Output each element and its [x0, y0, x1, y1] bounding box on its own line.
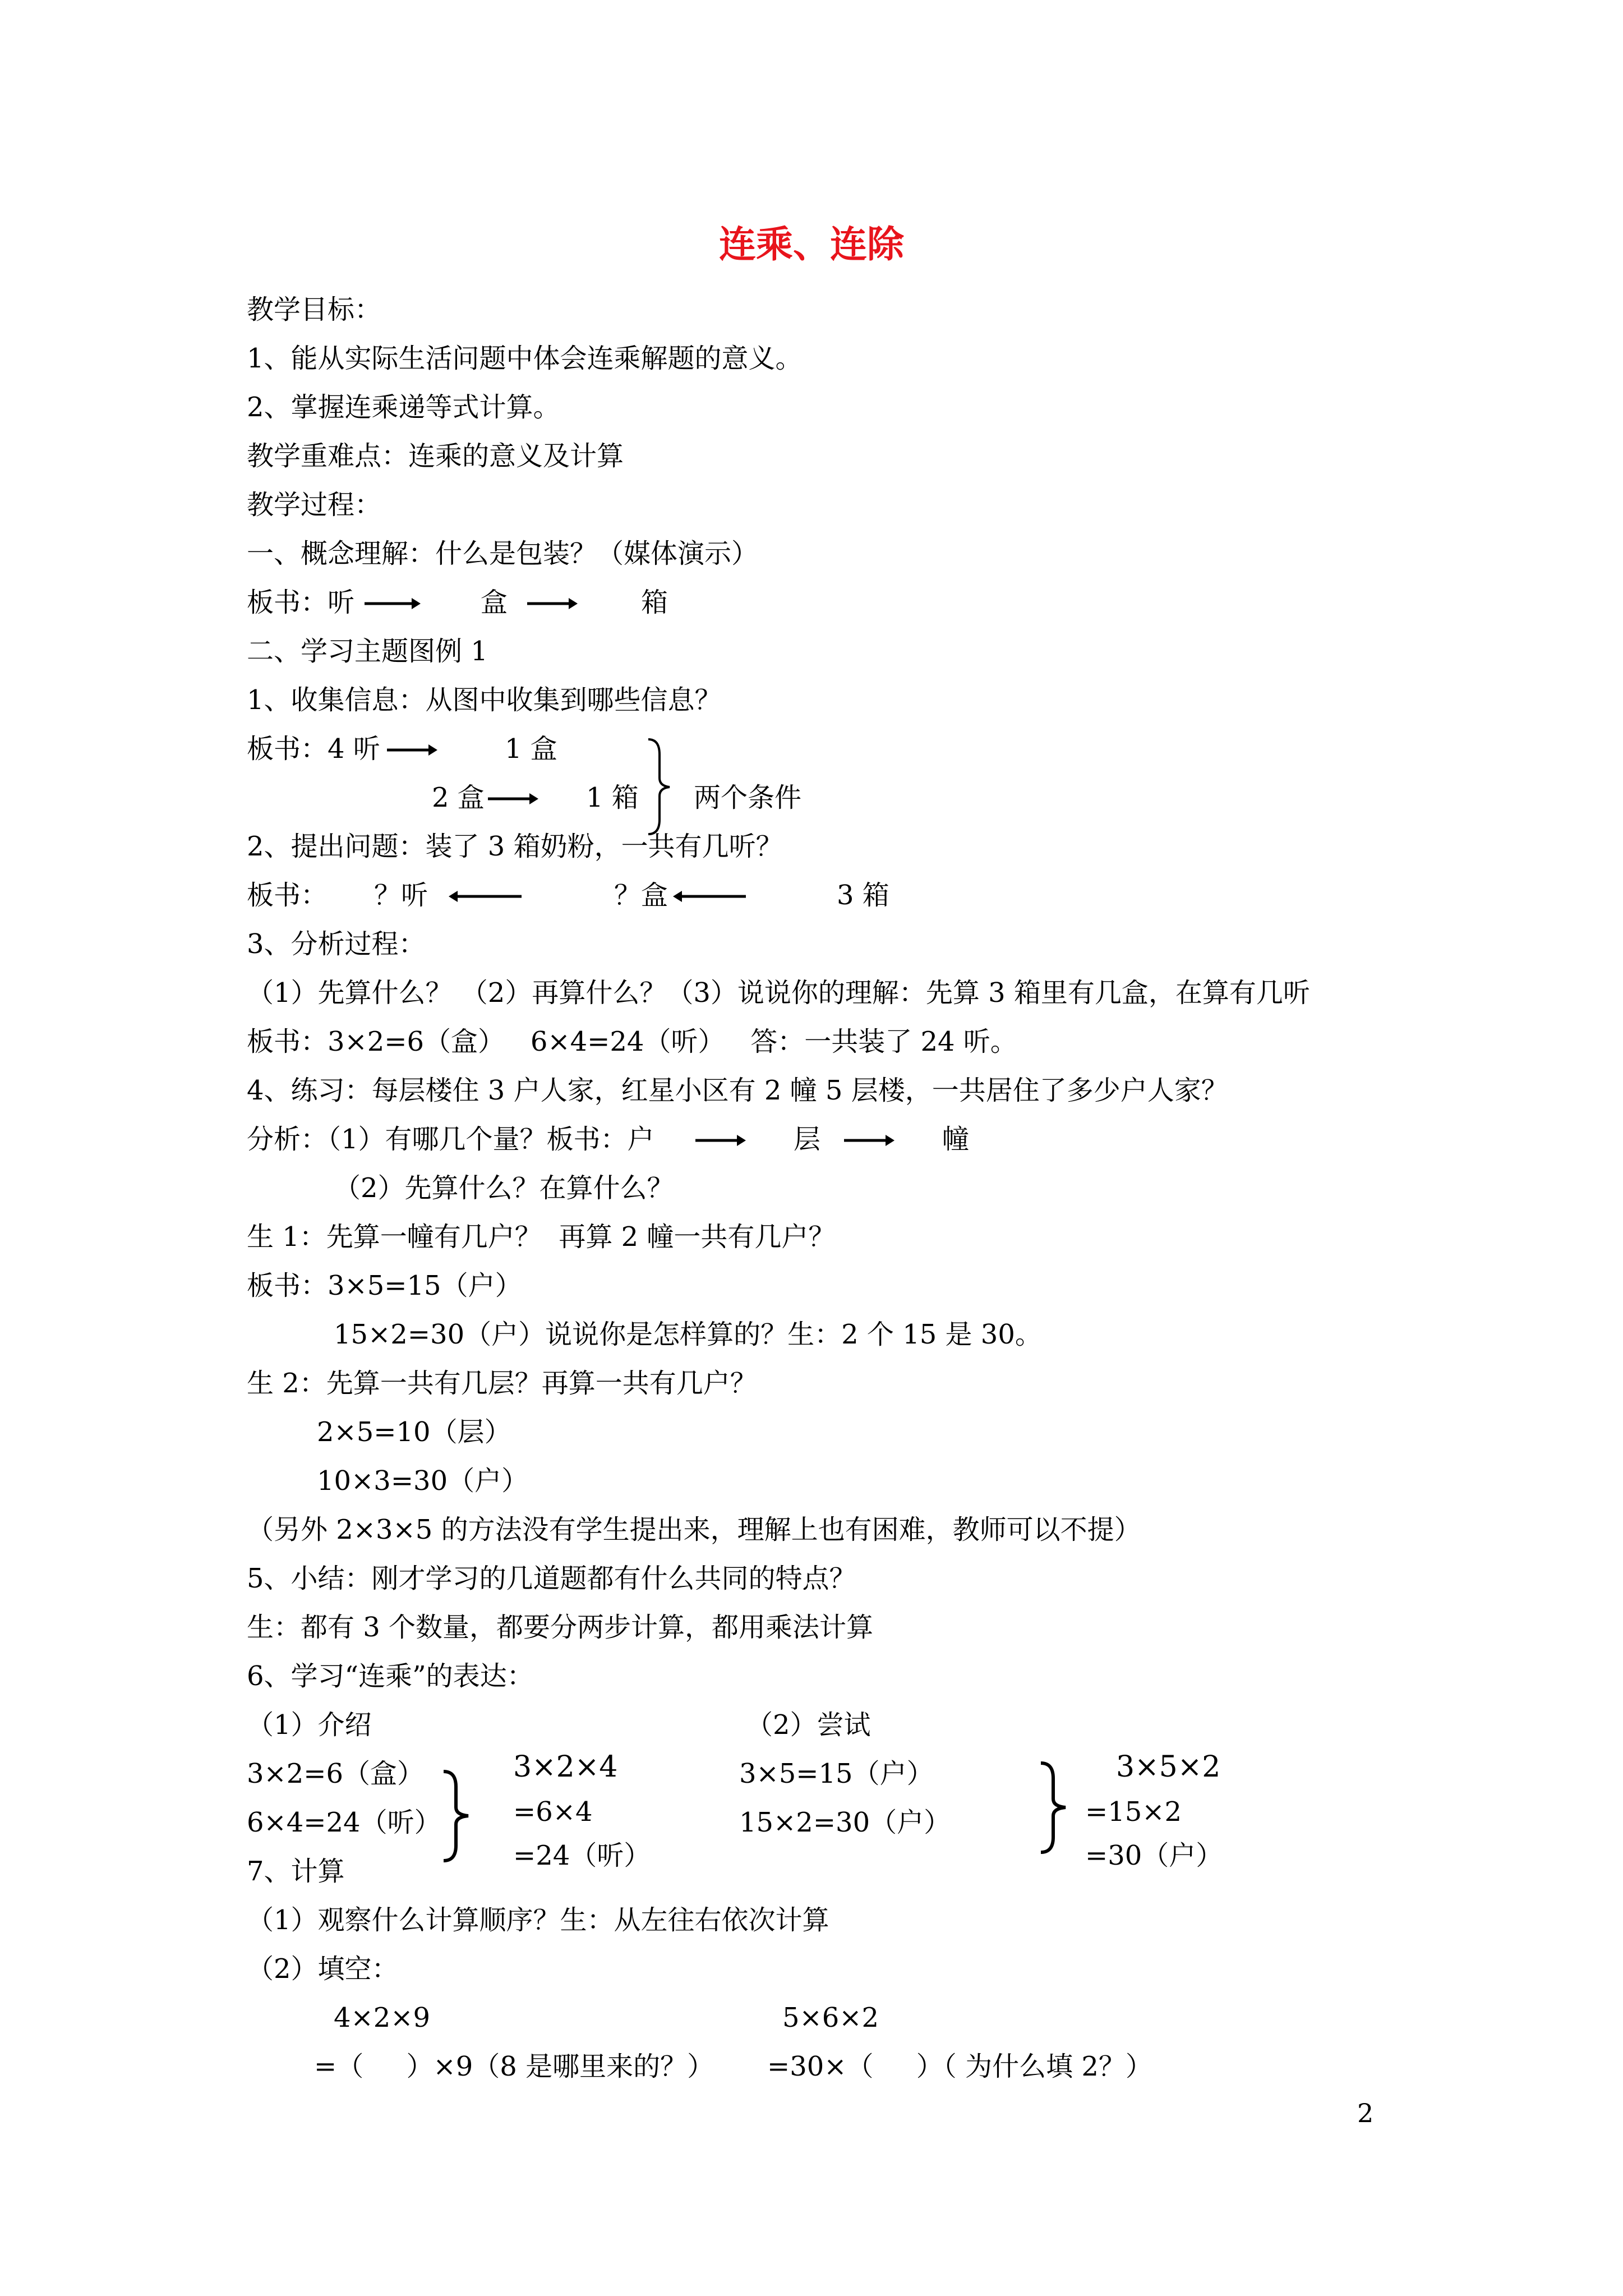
board2-condition: 两个条件: [694, 782, 802, 813]
intro-step2: 6×4=24（听）: [247, 1807, 441, 1838]
try-combined-step1: =15×2: [1085, 1796, 1182, 1828]
arrow-left-icon: [449, 890, 522, 903]
concept-line: 一、概念理解：什么是包装？（媒体演示）: [247, 538, 759, 569]
key-points: 教学重难点：连乘的意义及计算: [247, 440, 624, 472]
try-label: （2）尝试: [746, 1709, 871, 1741]
goal-1: 1、能从实际生活问题中体会连乘解题的意义。: [247, 343, 803, 374]
board1-box: 盒: [481, 587, 508, 618]
analysis-heading: 3、分析过程：: [247, 928, 426, 960]
question-line: 2、提出问题：装了 3 箱奶粉，一共有几听？: [247, 831, 783, 862]
fill-expr1: 4×2×9: [334, 2002, 431, 2033]
student1-line: 生 1：先算一幢有几户？ 再算 2 幢一共有几户？: [247, 1221, 836, 1253]
analysis2-floor: 层: [794, 1124, 821, 1155]
board1-case: 箱: [641, 587, 668, 618]
board4: 板书：3×2=6（盒） 6×4=24（听） 答：一共装了 24 听。: [247, 1026, 1017, 1057]
document-title: 连乘、连除: [719, 222, 904, 266]
student2-line: 生 2：先算一共有几层？再算一共有几户？: [247, 1368, 757, 1399]
study-example: 二、学习主题图例 1: [247, 636, 488, 667]
student2-step1: 2×5=10（层）: [317, 1416, 511, 1448]
note-line: （另外 2×3×5 的方法没有学生提出来，理解上也有困难，教师可以不提）: [247, 1514, 1141, 1545]
collect-info: 1、收集信息：从图中收集到哪些信息？: [247, 684, 722, 716]
arrow-right-icon: [365, 597, 421, 610]
arrow-right-icon: [488, 792, 538, 806]
try-combined: 3×5×2: [1116, 1750, 1221, 1784]
board2-box: 1 盒: [505, 733, 557, 765]
goal-2: 2、掌握连乘递等式计算。: [247, 392, 560, 423]
analysis2-q2: （2）先算什么？在算什么？: [334, 1172, 674, 1204]
calc-q2: （2）填空：: [247, 1953, 399, 1985]
board3-cases: 3 箱: [837, 880, 889, 911]
try-combined-step2: =30（户）: [1085, 1840, 1223, 1871]
process-heading: 教学过程：: [247, 489, 382, 521]
right-brace-icon: [1038, 1761, 1071, 1854]
page-number: 2: [1357, 2098, 1374, 2128]
analysis-questions: （1）先算什么？ （2）再算什么？（3）说说你的理解：先算 3 箱里有几盒，在算有几听: [247, 977, 1310, 1009]
fill-blank1: =（ ）×9（8 是哪里来的？）: [314, 2051, 714, 2082]
arrow-right-icon: [844, 1134, 895, 1147]
intro-combined-step1: =6×4: [513, 1796, 593, 1828]
board2-row2-case: 1 箱: [586, 782, 639, 813]
try-step1: 3×5=15（户）: [739, 1758, 934, 1789]
intro-step1: 3×2=6（盒）: [247, 1758, 425, 1789]
board5: 板书：3×5=15（户）: [247, 1270, 522, 1301]
analysis2-label: 分析：（1）有哪几个量？板书：户: [247, 1124, 654, 1155]
goals-heading: 教学目标：: [247, 294, 382, 325]
intro-combined: 3×2×4: [513, 1750, 618, 1784]
board3-q-cans: ？听: [374, 880, 428, 911]
arrow-right-icon: [387, 743, 437, 757]
board1-label: 板书：听: [247, 587, 355, 618]
board3-label: 板书：: [247, 880, 328, 911]
board3-q-boxes: ？盒: [614, 880, 668, 911]
arrow-right-icon: [695, 1134, 746, 1147]
try-step2: 15×2=30（户）: [739, 1807, 951, 1838]
expression-heading: 6、学习“连乘”的表达：: [247, 1660, 534, 1692]
fill-blank2: =30×（ ）（ 为什么填 2？）: [767, 2051, 1152, 2082]
right-brace-icon: [645, 738, 673, 836]
arrow-left-icon: [673, 890, 746, 903]
calc-heading: 7、计算: [247, 1856, 345, 1887]
board2-row2-box: 2 盒: [432, 782, 485, 813]
summary-line: 5、小结：刚才学习的几道题都有什么共同的特点？: [247, 1563, 856, 1594]
arrow-right-icon: [527, 597, 578, 610]
analysis2-building: 幢: [942, 1124, 970, 1155]
board5-b: 15×2=30（户）说说你是怎样算的？生：2 个 15 是 30。: [334, 1319, 1042, 1350]
summary-answer: 生：都有 3 个数量，都要分两步计算，都用乘法计算: [247, 1612, 874, 1643]
student2-step2: 10×3=30（户）: [317, 1465, 529, 1497]
fill-expr2: 5×6×2: [782, 2002, 879, 2033]
calc-q1: （1）观察什么计算顺序？生：从左往右依次计算: [247, 1904, 829, 1936]
intro-combined-step2: =24（听）: [513, 1840, 651, 1871]
intro-label: （1）介绍: [247, 1709, 372, 1741]
practice-line: 4、练习：每层楼住 3 户人家，红星小区有 2 幢 5 层楼，一共居住了多少户人家？: [247, 1075, 1228, 1106]
right-brace-icon: [440, 1770, 474, 1862]
board2-label: 板书：4 听: [247, 733, 380, 765]
